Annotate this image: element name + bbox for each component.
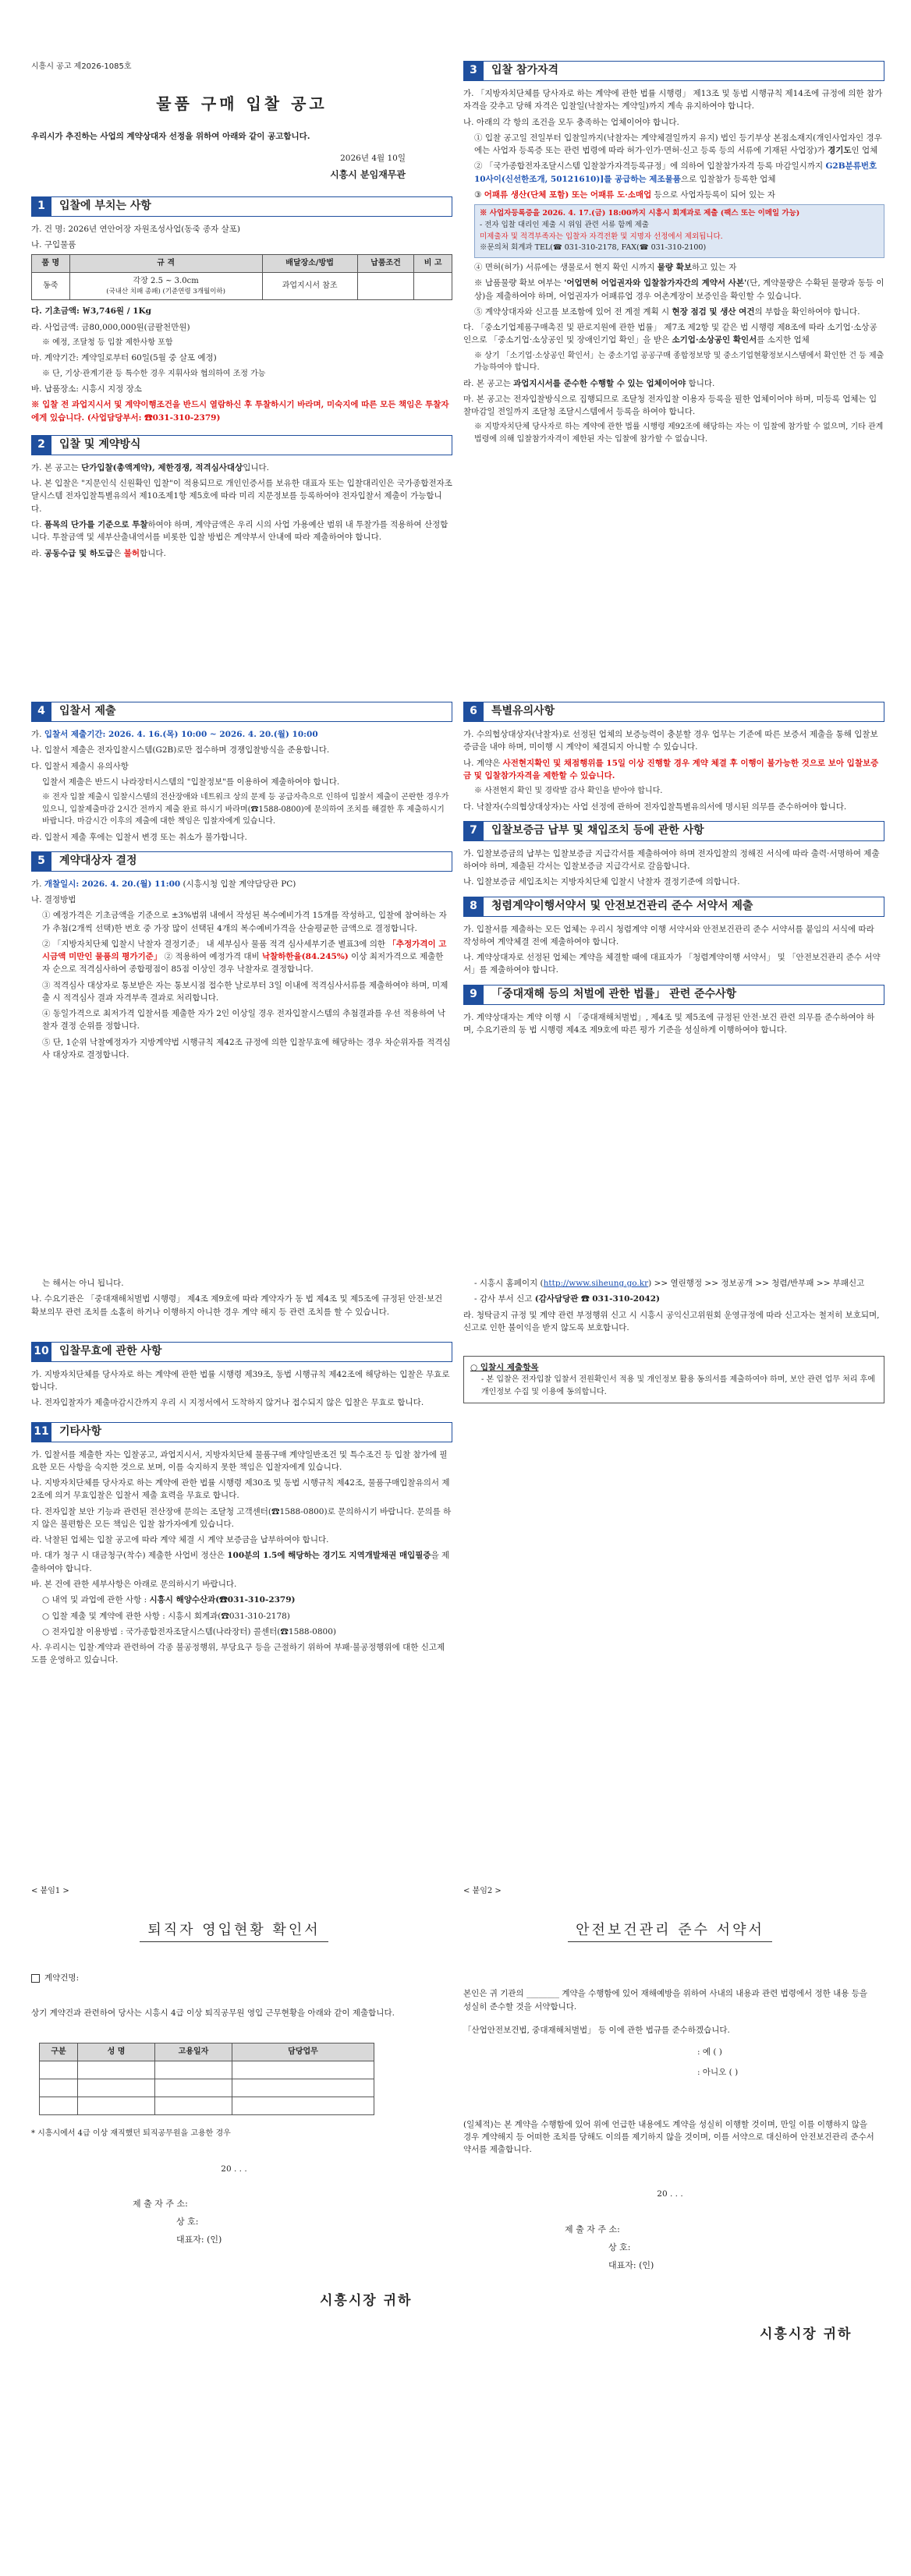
s11-ba2: ○ 입찰 제출 및 계약에 관한 사항 : 시흥시 회계과(☎031-310-2178) bbox=[42, 1611, 290, 1621]
s4-ga: 가. 입찰서 제출기간: 2026. 4. 16.(목) 10:00 ~ 2026. 4. 20.(월) 10:00 bbox=[31, 730, 318, 739]
section-4-title: 입찰서 제출 bbox=[51, 702, 452, 722]
s3-ma: 마. 본 공고는 전자입찰방식으로 집행되므로 조달청 전자입찰 이용자 등록을 필한 업체이어야 하며, 미등록 업체는 입찰마감일 전일까지 조달청 조달시스템에서 등록을 하여야 합니다. bbox=[463, 394, 877, 417]
inner-line-1: ※ 사업자등록증을 2026. 4. 17.(금) 18:00까지 시흥시 회계과로 제출 (팩스 또는 이메일 가능) bbox=[480, 209, 800, 218]
notice-number: 시흥시 공고 제2026-1085호 bbox=[31, 62, 132, 71]
section-9 bbox=[463, 985, 884, 1037]
item-th-cond: 납품조건 bbox=[357, 255, 414, 273]
s3-ga: 가. 「지방자치단체를 당사자로 하는 계약에 관한 법률 시행령」 제13조 및 동법 시행규칙 제14조에 규정에 의한 참가자격을 갖추고 당해 자격은 입찰일(낙찰자는 계약일)까지 계속 유지하여야 합니다. bbox=[463, 89, 883, 111]
s9-ga: 가. 계약상대자는 계약 이행 시 「중대재해처벌법」, 제4조 및 제5조에 규정된 안전·보건 관련 의무를 준수하여야 하며, 수요기관의 동 법 시행령 제4조 제9호에 따른 평가 기준을 성실하게 이행하여야 합니다. bbox=[463, 1012, 875, 1035]
s6-na-note: ※ 사전현지 확인 및 경락발 감사 확인을 받아야 합니다. bbox=[474, 787, 663, 796]
section-3-number: 3 bbox=[463, 61, 484, 81]
form2-signature: 제 출 자 주 소: 상 호: 대표자: (인) bbox=[565, 2224, 654, 2270]
s6-da: 다. 낙찰자(수의협상대상자)는 사업 선정에 관하여 전자입찰특별유의서에 명시된 의무를 준수하여야 합니다. bbox=[463, 801, 847, 812]
form1-table bbox=[39, 2043, 374, 2115]
page-strip-2 bbox=[0, 686, 911, 1255]
notice-title: 물품 구매 입찰 공고 bbox=[156, 94, 328, 113]
s3-na4: ④ 면허(허가) 서류에는 생물로서 현지 확인 시까지 물량 확보하고 있는 자 bbox=[474, 263, 737, 272]
form2-no: : 아니오 ( ) bbox=[697, 2068, 739, 2078]
section-6-title: 특별유의사항 bbox=[484, 702, 884, 722]
form1-th-date: 고용일자 bbox=[155, 2043, 232, 2061]
section-10 bbox=[31, 1342, 452, 1410]
s1-da: 다. 기초금액: ￦3,746원 / 1Kg bbox=[31, 306, 151, 317]
section-2-number: 2 bbox=[31, 435, 51, 455]
s3-ra: 라. 본 공고는 과업지시서를 준수한 수행할 수 있는 업체이어야 합니다. bbox=[463, 378, 715, 388]
s11-ga: 가. 입찰서를 제출한 자는 입찰공고, 과업지시서, 지방자치단체 물품구매 계약일반조건 및 특수조건 등 입찰 참가에 필요한 모든 사항을 숙지한 것으로 보며, 이를 숙지하지 못한 책임은 입찰자에게 있습니다. bbox=[31, 1449, 448, 1472]
section-7-header bbox=[463, 821, 884, 841]
section-11-title: 기타사항 bbox=[51, 1422, 452, 1442]
s11-ba1: ○ 내역 및 과업에 관한 사항 : 시흥시 해양수산과(☎031-310-2379) bbox=[42, 1595, 296, 1605]
form2-title-wrap bbox=[463, 1920, 877, 1941]
s7-ga: 가. 입찰보증금의 납부는 입찰보증금 지급각서를 제출하여야 하며 전자입찰의 정해진 서식에 따라 출력·서명하여 제출하여야 하며, 제출된 각서는 입찰보증금 지급각서로 갈음합니다. bbox=[463, 848, 880, 872]
s5-ga: 가. 개찰일시: 2026. 4. 20.(월) 11:00 (시흥시청 입찰 계약담당관 PC) bbox=[31, 879, 296, 889]
table-row bbox=[40, 2061, 374, 2079]
form2-title: 안전보건관리 준수 서약서 bbox=[568, 1922, 772, 1942]
form-safety-pledge bbox=[463, 1885, 877, 2344]
table-row bbox=[40, 2097, 374, 2114]
right-ra: 라. 청탁금지 규정 및 계약 관련 부정행위 신고 시 시흥시 공익신고위원회 운영규정에 따라 신고자는 철저히 보호되며, 신고로 인한 불이익을 받지 않도록 보호합니다. bbox=[463, 1310, 880, 1332]
s5-na: 나. 결정방법 bbox=[31, 895, 76, 905]
section-8-number: 8 bbox=[463, 897, 484, 917]
s3-da-note: ※ 상기 「소기업·소상공인 확인서」는 중소기업 공공구매 종합정보망 및 중소기업현황정보시스템에서 확인한 건 등 제출 가능하여야 합니다. bbox=[474, 351, 884, 373]
s5-na5: ⑤ 단, 1순위 낙찰예정자가 지방계약법 시행규칙 제42조 규정에 의한 입찰무효에 해당하는 경우 차순위자를 적격심사 대상자로 결정합니다. bbox=[42, 1037, 451, 1060]
s3-na5: ※ 납품물량 확보 여부는 '어업면허 어업권자와 입찰참가자간의 계약서 사본'(단, 계약물량은 수확된 물량과 동등 이상)을 제출하여야 하며, 어업권자가 어패류업 경우 어촌계장이 보증인을 확인할 수 있습니다. bbox=[474, 278, 884, 301]
section-3-title: 입찰 참가자격 bbox=[484, 61, 884, 81]
section-5-header bbox=[31, 851, 452, 872]
section-7-title: 입찰보증금 납부 및 채입조치 등에 관한 사항 bbox=[484, 821, 884, 841]
form2-body1: 본인은 귀 기관의 ________ 계약을 수행함에 있어 재해예방을 위하여 사내의 내용과 관련 법령에서 정한 내용 등을 성실히 준수할 것을 서약합니다. bbox=[463, 1989, 868, 2012]
item-td-place: 과업지시서 참조 bbox=[262, 272, 357, 300]
s8-na: 나. 계약상대자로 선정된 업체는 계약을 체결할 때에 대표자가 「청렴계약이행 서약서」 및 「안전보건관리 준수 서약서」를 제출하여야 합니다. bbox=[463, 953, 881, 975]
issuer: 시흥시 분임재무관 bbox=[330, 169, 406, 181]
checkbox-icon[interactable] bbox=[31, 1974, 40, 1983]
section-5 bbox=[31, 851, 452, 1061]
section-3-header bbox=[463, 61, 884, 81]
section-11-header bbox=[31, 1422, 452, 1442]
item-table bbox=[31, 254, 452, 300]
section-8 bbox=[463, 897, 884, 977]
section-8-header bbox=[463, 897, 884, 917]
form1-recipient: 시흥시장 귀하 bbox=[320, 2292, 413, 2309]
section-9-title: 「중대재해 등의 처벌에 관한 법률」 관련 준수사항 bbox=[484, 985, 884, 1005]
s5-na3: ③ 적격심사 대상자로 통보받은 자는 통보시점 접수한 날로부터 3일 이내에 적격심사서류를 제출하여야 하며, 미제출 시 적격심사 결과 자격부족 결과로 처리합니다. bbox=[42, 980, 448, 1003]
right-column-3 bbox=[463, 1277, 884, 1407]
section-5-title: 계약대상자 결정 bbox=[51, 851, 452, 872]
section-1-number: 1 bbox=[31, 196, 51, 217]
s3-na: 나. 아래의 각 항의 조건을 모두 충족하는 업체이어야 합니다. bbox=[463, 117, 679, 127]
item-td-spec: 각장 2.5 ~ 3.0cm (국내산 치패 종패) (기준연령 3개월이하) bbox=[69, 272, 262, 300]
page-strip-4 bbox=[0, 1885, 911, 2576]
privacy-body: - 본 입찰은 전자입찰 입찰서 전원확인서 적용 및 개인정보 활용 동의서를 제출하여야 하며, 보안 관련 업무 처리 후에 개인정보 수집 및 이용에 동의합니다. bbox=[481, 1375, 875, 1396]
s1-ma: 마. 계약기간: 계약일로부터 60일(5월 중 살포 예정) bbox=[31, 353, 217, 363]
report-line-1: - 시흥시 홈페이지 (http://www.siheung.go.kr) >> 열린행정 >> 정보공개 >> 청렴/반부패 >> 부패신고 bbox=[474, 1279, 865, 1288]
s6-ga: 가. 수의협상대상자(낙찰자)로 선정된 업체의 보증능력이 충분할 경우 업무는 기준에 따른 보증서 제출을 통해 입찰보증금을 내야 하며, 미이행 시 계약이 체결되지 아니할 수 있습니다. bbox=[463, 730, 878, 752]
item-td-name: 동죽 bbox=[32, 272, 70, 300]
s1-ra: 라. 사업금액: 금80,000,000원(금팔천만원) bbox=[31, 322, 190, 332]
section-4-header bbox=[31, 702, 452, 722]
s11-ba: 바. 본 건에 관한 세부사항은 아래로 문의하시기 바랍니다. bbox=[31, 1579, 237, 1589]
privacy-title: ○ 입찰시 제출항목 bbox=[470, 1363, 539, 1373]
form2-date: 20 . . . bbox=[657, 2189, 683, 2199]
s7-na: 나. 입찰보증금 세입조치는 지방자치단체 입찰시 낙찰자 결정기준에 의합니다. bbox=[463, 877, 740, 887]
s1-warning: ※ 입찰 전 과업지시서 및 계약이행조건을 반드시 열람하신 후 투찰하시기 바라며, 미숙지에 따른 모든 책임은 투찰자에게 있습니다. (사업담당부서: ☎031-310-2379) bbox=[31, 400, 449, 423]
s2-na: 나. 본 입찰은 "지문인식 신원확인 입찰"이 적용되므로 개인인증서를 보유한 대표자 또는 입찰대리인은 국가종합전자조달시스템 전자입찰특별유의서 제10조제1항 제5호에 따라 미리 지문정보를 등록하여야 전자입찰서 제출이 가능합니다. bbox=[31, 479, 452, 514]
form1-th-name: 성 명 bbox=[78, 2043, 155, 2061]
section-10-number: 10 bbox=[31, 1342, 51, 1362]
s3-na3: ③ 어패류 생산(단체 포함) 또는 어패류 도·소매업 등으로 사업자등록이 되어 있는 자 bbox=[474, 189, 775, 200]
page-strip-1 bbox=[0, 0, 911, 608]
section-11 bbox=[31, 1422, 452, 1667]
s1-ba: 바. 납품장소: 시흥시 지정 장소 bbox=[31, 384, 142, 395]
section-6-header bbox=[463, 702, 884, 722]
left-column-3 bbox=[31, 1277, 452, 1670]
form1-body: 상기 계약건과 관련하여 당사는 시흥시 4급 이상 퇴직공무원 영입 근무현황을 아래와 같이 제출합니다. bbox=[31, 2008, 395, 2018]
s11-ba3: ○ 전자입찰 이용방법 : 국가종합전자조달시스템(나라장터) 콜센터(☎1588-0800) bbox=[42, 1626, 336, 1637]
inner-line-3: 미제출자 및 적격부족자는 입찰자 자격전환 및 지명자 선정에서 제외됩니다. bbox=[480, 232, 723, 241]
s9-cont: 는 해서는 아니 됩니다. bbox=[42, 1279, 124, 1288]
form1-title-wrap bbox=[31, 1920, 437, 1941]
report-line-2: - 감사 부서 신고 (감사담당관 ☎ 031-310-2042) bbox=[474, 1294, 661, 1304]
s5-na1: ① 예정가격은 기초금액을 기준으로 ±3%범위 내에서 작성된 복수예비가격 15개를 작성하고, 입찰에 참여하는 자가 추첨(2개씩 선택)한 번호 중 가장 많이 선택된 4개의 복수예비가격을 산술평균한 금액으로 결정합니다. bbox=[42, 911, 447, 933]
s2-da: 다. 품목의 단가를 기준으로 투찰하여야 하며, 계약금액은 우리 시의 사업 가용예산 범위 내 투찰가를 적용하여 산정합니다. 투찰금액 및 세부산출내역서를 비롯한 입찰 방법은 계약부서 안내에 따라 제출하여야 합니다. bbox=[31, 519, 448, 543]
s3-na2: ② 「국가종합전자조달시스템 입찰참가자격등록규정」에 의하여 입찰참가자격 등록 마감일시까지 G2B분류번호 10사이(신선한조개, 50121610)]를 공급하는 제조물품으로 입찰참가 등록한 업체 bbox=[474, 161, 877, 184]
section-4-number: 4 bbox=[31, 702, 51, 722]
form1-th-duty: 담당업무 bbox=[232, 2043, 374, 2061]
s11-ma: 마. 대가 청구 시 대금청구(착수) 제출한 사업비 정산은 100분의 1.5에 해당하는 경기도 지역개발채권 매입필증을 제출하여야 합니다. bbox=[31, 1551, 450, 1573]
inner-line-4: ※문의처 회계과 TEL(☎ 031-310-2178, FAX(☎ 031-310-2100) bbox=[480, 243, 707, 253]
form1-signature: 제 출 자 주 소: 상 호: 대표자: (인) bbox=[133, 2198, 222, 2245]
section-8-title: 청렴계약이행서약서 및 안전보건관리 준수 서약서 제출 bbox=[484, 897, 884, 917]
s2-ga: 가. 본 공고는 단가입찰(총액계약), 제한경쟁, 적격심사대상입니다. bbox=[31, 462, 269, 472]
section-10-header bbox=[31, 1342, 452, 1362]
item-td-cond bbox=[357, 272, 414, 300]
s6-na: 나. 계약은 사전현지확인 및 채점행위를 15일 이상 진행할 경우 계약 체결 후 이행이 불가능한 것으로 보아 입찰보증금 및 입찰참가자격을 제한할 수 있습니다. bbox=[463, 758, 879, 780]
form1-title: 퇴직자 영입현황 확인서 bbox=[140, 1922, 328, 1942]
s2-ra: 라. 공동수급 및 하도급은 불허합니다. bbox=[31, 548, 166, 558]
s3-na1: ① 입찰 공고일 전일부터 입찰일까지(낙찰자는 계약체결일까지 유지) 법인 등기부상 본점소재지(개인사업자인 경우에는 사업자 등록증 또는 관련 법령에 따라 허가·인가·면허·신고 등록 등의 서류에 기재된 사업장)가 경기도인 업체 bbox=[474, 133, 882, 156]
form-retiree-status bbox=[31, 1885, 437, 2311]
s11-ra: 라. 낙찰된 업체는 입찰 공고에 따라 계약 체결 시 계약 보증금을 납부하여야 합니다. bbox=[31, 1535, 329, 1545]
form1-tag: < 붙임1 > bbox=[31, 1887, 69, 1895]
section-7-number: 7 bbox=[463, 821, 484, 841]
section-7 bbox=[463, 821, 884, 889]
item-td-note bbox=[414, 272, 452, 300]
section-9-number: 9 bbox=[463, 985, 484, 1005]
notice-date: 2026년 4월 10일 bbox=[340, 153, 406, 163]
item-th-note: 비 고 bbox=[414, 255, 452, 273]
s8-ga: 가. 입찰서를 제출하는 모든 업체는 우리시 청렴계약 이행 서약서와 안전보건관리 준수 서약서를 붙임의 서식에 따라 작성하여 계약체결 전에 제출하여야 합니다. bbox=[463, 924, 874, 947]
s3-na6: ⑤ 계약상대자와 신고를 보조함에 있어 전 계절 계획 시 현장 점검 및 생산 여건의 부합을 확인하여야 합니다. bbox=[474, 306, 860, 317]
item-th-place: 배달장소/방법 bbox=[262, 255, 357, 273]
s4-da1: 입찰서 제출은 반드시 나라장터시스템의 "입찰정보"를 이용하여 제출하여야 합니다. bbox=[42, 777, 340, 787]
s11-na: 나. 지방자치단체를 당사자로 하는 계약에 관한 법률 시행령 제30조 및 동법 시행규칙 제42조, 물품구매입찰유의서 제2조에 의거 무효입찰은 입찰서 제출 효력을 무효로 합니다. bbox=[31, 1478, 450, 1501]
homepage-link[interactable]: http://www.siheung.go.kr bbox=[543, 1279, 649, 1288]
right-column-2 bbox=[463, 702, 884, 1039]
intro-text: 우리시가 추진하는 사업의 계약상대자 선정을 위하여 아래와 같이 공고합니다. bbox=[31, 131, 310, 141]
item-th-name: 품 명 bbox=[32, 255, 70, 273]
s4-da: 다. 입찰서 제출시 유의사항 bbox=[31, 761, 129, 771]
s1-ma-note: ※ 단, 기상·관계기관 등 특수한 경우 지휘사와 협의하여 조정 가능 bbox=[42, 369, 266, 378]
left-column-2 bbox=[31, 702, 452, 1064]
section-6 bbox=[463, 702, 884, 813]
section-1-title: 입찰에 부치는 사항 bbox=[51, 196, 452, 217]
section-9-header bbox=[463, 985, 884, 1005]
form2-body2: 「산업안전보건법, 중대재해처벌법」 등 이에 관한 법규를 준수하겠습니다. bbox=[463, 2025, 730, 2035]
item-th-spec: 규 격 bbox=[69, 255, 262, 273]
form1-note: * 시흥시에서 4급 이상 재직했던 퇴직공무원을 고용한 경우 bbox=[31, 2128, 231, 2138]
form1-date: 20 . . . bbox=[221, 2164, 247, 2174]
s4-da-note: ※ 전자 입찰 제출시 입찰시스템의 전산장애와 네트워크 상의 문제 등 공급자측으로 인하여 입찰서 제출이 곤란한 경우가 있으니, 입찰제출마감 2시간 전까지 제출 완료 하시기 바라며(☎1588-0800)에 문의하여 조치를 해결한 후 제출하시기 바랍니다. 마감시간 이후의 제출에 대한 책임은 입찰자에게 있습니다. bbox=[42, 793, 449, 826]
s4-na: 나. 입찰서 제출은 전자입찰시스템(G2B)로만 접수하며 경쟁입찰방식을 준용합니다. bbox=[31, 745, 330, 755]
s10-na: 나. 전자입찰자가 제출마감시간까지 우리 시 지정서에서 도착하지 않거나 접수되지 않은 입찰은 무효로 합니다. bbox=[31, 1398, 424, 1408]
page-strip-3 bbox=[0, 1277, 911, 1838]
section-6-number: 6 bbox=[463, 702, 484, 722]
s10-ga: 가. 지방자치단체를 당사자로 하는 계약에 관한 법률 시행령 제39조, 동법 시행규칙 제42조에 해당하는 입찰은 무효로 합니다. bbox=[31, 1369, 450, 1392]
section-1-header bbox=[31, 196, 452, 217]
section-11-number: 11 bbox=[31, 1422, 51, 1442]
section-10-title: 입찰무효에 관한 사항 bbox=[51, 1342, 452, 1362]
s1-ga: 가. 건 명: 2026년 연안어장 자원조성사업(동죽 종자 살포) bbox=[31, 224, 241, 234]
form1-th-category: 구분 bbox=[40, 2043, 78, 2061]
s4-ra: 라. 입찰서 제출 후에는 입찰서 변경 또는 취소가 불가합니다. bbox=[31, 832, 247, 842]
form2-yes: : 예 ( ) bbox=[697, 2047, 722, 2058]
s1-na: 나. 구입물품 bbox=[31, 239, 76, 249]
s3-ma-note: ※ 지방자치단체 당사자로 하는 계약에 관한 법률 시행령 제92조에 해당하는 자는 이 입찰에 참가할 수 없으며, 기타 관계 법령에 의해 입찰참가자격이 제한된 자는 입찰에 참가할 수 없습니다. bbox=[474, 423, 884, 444]
section-2-header bbox=[31, 435, 452, 455]
table-row bbox=[40, 2079, 374, 2097]
section-2-title: 입찰 및 계약방식 bbox=[51, 435, 452, 455]
inner-line-2: - 전자 입찰 대리인 제출 시 위임 관련 서류 함께 제출 bbox=[480, 220, 649, 229]
section-2 bbox=[31, 435, 452, 560]
section-1 bbox=[31, 196, 452, 424]
section-4 bbox=[31, 702, 452, 844]
form1-subject: 계약건명: bbox=[31, 1972, 437, 1984]
submission-notice-box bbox=[474, 204, 884, 258]
privacy-box bbox=[463, 1356, 884, 1403]
right-column-1 bbox=[463, 61, 884, 448]
s3-da: 다. 「중소기업제품구매촉진 및 판로지원에 관한 법률」 제7조 제2항 및 같은 법 시행령 제8조에 따라 소기업·소상공인으로 「중소기업·소상공인 및 장애인기업 확인」을 받은 소기업·소상공인 확인서를 소지한 업체 bbox=[463, 323, 877, 345]
form2-body3: (일체적)는 본 계약을 수행함에 있어 위에 언급한 내용에도 계약을 성실히 이행할 것이며, 만일 이를 이행하지 않을 경우 계약해지 등 어떠한 조치를 당해도 이의를 제기하지 않을 것이며, 이를 서약으로 대신하여 안전보건관리 준수서약서를 제출합니다. bbox=[463, 2119, 874, 2155]
s5-na2: ② 「지방자치단체 입찰시 낙찰자 결정기준」 내 세부심사 물품 적격 심사세부기준 별표3에 의한 「추정가격이 고시금액 미만인 물품의 평가기준」 ② 적용하여 예정가격 대비 낙찰하한율(84.245%) 이상 최저가격으로 제출한 자 순으로 적격심사하여 종합평점이 85점 이상인 경우 낙찰자로 결정합니다. bbox=[42, 939, 447, 975]
form2-tag: < 붙임2 > bbox=[463, 1887, 502, 1895]
s9-na: 나. 수요기관은 「중대재해처벌법 시행령」 제4조 제9호에 따라 계약자가 동 법 제4조 및 제5조에 규정된 안전·보건 확보의무 관련 조치를 소홀히 하거나 이행하지 아니한 경우 계약 해지 등 관련 조치를 할 수 있습니다. bbox=[31, 1294, 443, 1317]
s11-da: 다. 전자입찰 보안 기능과 관련된 전산장애 문의는 조달청 고객센터(☎1588-0800)로 문의하시기 바랍니다. 문의를 하지 않은 불편함은 모든 책임은 입찰 참가자에게 있습니다. bbox=[31, 1506, 452, 1529]
section-5-number: 5 bbox=[31, 851, 51, 872]
s5-na4: ④ 동일가격으로 최저가격 입찰서를 제출한 자가 2인 이상일 경우 전자입찰시스템의 추첨결과를 우선 적용하여 낙찰자 결정 순위를 정합니다. bbox=[42, 1009, 446, 1031]
left-column-1 bbox=[31, 61, 452, 563]
s1-ra-note: ※ 예정, 조달청 등 입찰 제한사항 포함 bbox=[42, 338, 173, 347]
s11-sa: 사. 우리시는 입찰·계약과 관련하여 각종 불공정행위, 부당요구 등을 근절하기 위하여 부패·불공정행위에 대한 신고제도를 운영하고 있습니다. bbox=[31, 1643, 445, 1665]
form2-recipient: 시흥시장 귀하 bbox=[760, 2327, 853, 2343]
